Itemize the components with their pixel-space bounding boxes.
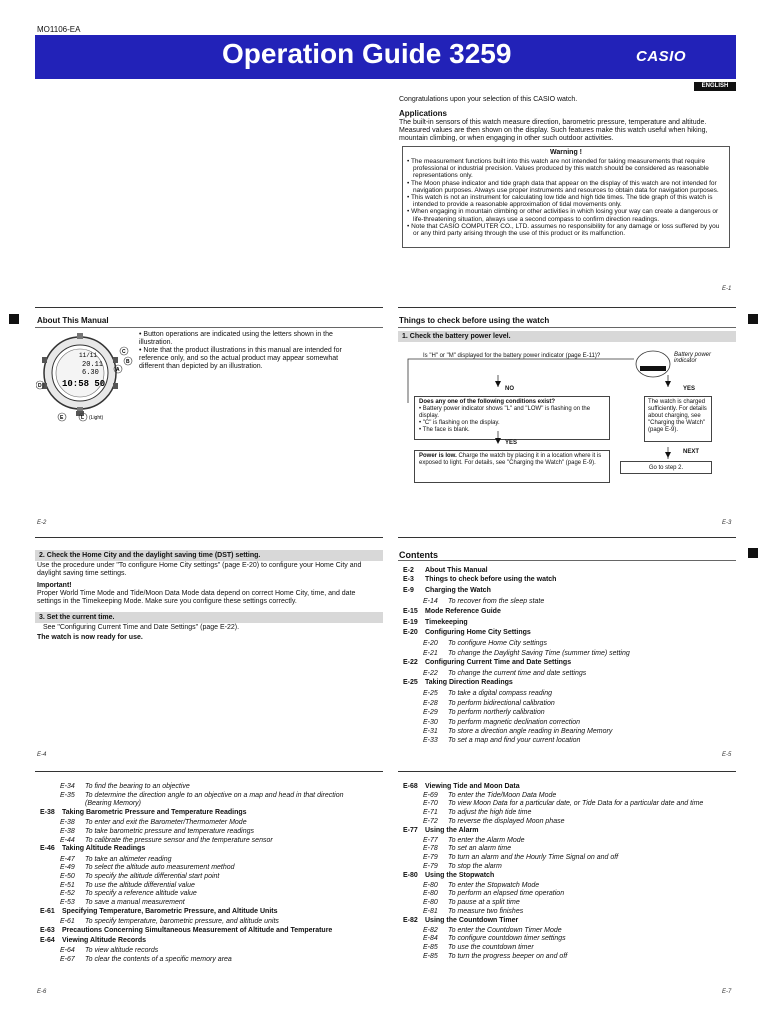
entry-title: To perform northerly calibration — [448, 709, 545, 717]
entry-title: To stop the alarm — [448, 862, 502, 870]
divider — [398, 560, 736, 561]
applications-text: The built-in sensors of this watch measure direction, barometric pressure, temperature and altitude. Measured values are then shown on the display. Such features make this watch useful when hiking, mountain climbing, or when engaging in other such outdoor activities. — [399, 119, 708, 142]
divider — [35, 327, 383, 328]
page-number-e2: E-2 — [37, 520, 47, 526]
step2-text: Use the procedure under "To configure Home City settings" (page E-20) to configure your Home City and daylight saving time settings. — [37, 562, 362, 577]
about-bullet-1: • Button operations are indicated using the letters shown in the illustration. — [139, 331, 333, 346]
entry-page-ref: E-29 — [423, 709, 438, 717]
entry-page-ref: E-3 — [403, 576, 414, 584]
contents-subentry — [423, 598, 544, 606]
contents-entry — [40, 927, 332, 935]
entry-title: Using the Alarm — [425, 826, 479, 834]
entry-page-ref: E-21 — [423, 649, 438, 657]
contents-subentry — [60, 783, 190, 791]
arrow-down-icon — [665, 452, 671, 458]
no-label: NO — [505, 386, 514, 392]
contents-subentry — [60, 873, 219, 881]
entry-title: To view altitude records — [85, 947, 159, 955]
about-manual-heading: About This Manual — [37, 316, 109, 325]
entry-page-ref: E-61 — [60, 918, 75, 925]
contents-entry — [403, 608, 501, 616]
entry-page-ref: E-72 — [423, 817, 438, 825]
ready-text: The watch is now ready for use. — [37, 634, 143, 641]
step3-bar: 3. Set the current time. — [35, 612, 383, 623]
power-low-text: Charge the watch by placing it in a location where it is exposed to light. For details, see "Charging the Watch" (page E-9). — [419, 453, 602, 466]
battery-indicator-icon — [634, 349, 672, 379]
entry-page-ref: E-82 — [423, 926, 438, 934]
step1-bar: 1. Check the battery power level. — [398, 331, 736, 342]
entry-title: Viewing Tide and Moon Data — [425, 783, 520, 790]
entry-page-ref: E-70 — [423, 800, 438, 808]
entry-page-ref: E-68 — [403, 783, 418, 790]
warning-title: Warning ! — [549, 149, 582, 156]
arrow-down-icon — [495, 381, 501, 387]
about-bullet-2: • Note that the product illustrations in this manual are intended for reference only, and so the actual product may appear somewhat different than depicted by an illustration. — [139, 347, 342, 370]
contents-entry — [403, 576, 556, 584]
entry-page-ref: E-80 — [423, 881, 438, 889]
entry-title: To enter the Stopwatch Mode — [448, 881, 540, 889]
warning-item: • When engaging in mountain climbing or other activities in which losing your way can create a dangerous or life-threatening situation, always use a second compass to confirm direction readings. — [407, 208, 719, 223]
contents-entry — [40, 809, 247, 817]
entry-page-ref: E-79 — [423, 862, 438, 870]
entry-title: To specify the altitude differential start point — [85, 873, 220, 880]
entry-page-ref: E-9 — [403, 587, 414, 595]
important-text: Proper World Time Mode and Tide/Moon Data Mode data depend on correct Home City, time, and date settings in the Timekeeping Mode. Make sure you configure these settings correctly. — [37, 590, 356, 605]
entry-title: To adjust the high tide time — [448, 809, 532, 817]
entry-title: To clear the contents of a specific memory area — [85, 955, 232, 963]
entry-title: To set an alarm time — [448, 845, 512, 853]
entry-title: To perform bidirectional calibration — [448, 699, 555, 707]
entry-title: To change the Daylight Saving Time (summer time) setting — [448, 649, 630, 657]
warning-item: • The Moon phase indicator and tide graph data that appear on the display of this watch are not intended for navigation purposes. Always use proper instruments and resources to obtain data for navigation purposes. — [407, 179, 719, 194]
contents-subentry — [423, 927, 562, 935]
contents-subentry — [423, 908, 523, 916]
watch-illustration — [36, 331, 134, 423]
entry-title: Taking Barometric Pressure and Temperature Readings — [62, 809, 247, 817]
contents-entry — [403, 619, 468, 627]
yes-label: YES — [683, 386, 696, 392]
watch-display-time: 10:58 50 — [62, 379, 106, 389]
entry-page-ref: E-51 — [60, 881, 75, 889]
divider — [398, 537, 736, 538]
contents-entry — [40, 937, 146, 945]
button-label-a: A — [116, 367, 120, 373]
entry-title: To measure two finishes — [448, 907, 524, 915]
entry-title: Using the Countdown Timer — [425, 916, 519, 924]
entry-page-ref: E-25 — [423, 690, 438, 698]
entry-page-ref: E-19 — [403, 618, 418, 626]
entry-page-ref: E-46 — [40, 845, 55, 853]
entry-page-ref: E-22 — [403, 659, 418, 667]
power-low-box — [414, 450, 610, 483]
contents-subentry — [60, 828, 254, 836]
section-marker — [9, 314, 19, 324]
arrow-down-icon — [495, 438, 501, 444]
entry-page-ref: E-25 — [403, 679, 418, 687]
entry-page-ref: E-81 — [423, 907, 438, 915]
entry-page-ref: E-84 — [423, 935, 438, 943]
contents-subentry — [60, 882, 195, 890]
entry-page-ref: E-2 — [403, 567, 414, 574]
entry-page-ref: E-20 — [403, 629, 418, 637]
button-label-b: B — [126, 359, 130, 365]
entry-page-ref: E-63 — [40, 926, 55, 934]
entry-title: To specify temperature, barometric pressure, and altitude units — [85, 918, 279, 925]
entry-page-ref: E-77 — [423, 836, 438, 844]
contents-subentry — [423, 837, 525, 845]
contents-subentry — [60, 890, 197, 898]
entry-page-ref: E-35 — [60, 791, 75, 799]
entry-title: To save a manual measurement — [85, 899, 185, 907]
entry-page-ref: E-47 — [60, 855, 75, 863]
divider — [398, 307, 736, 308]
entry-title: Things to check before using the watch — [425, 576, 557, 584]
contents-entry — [403, 917, 518, 925]
intro-text: Congratulations upon your selection of this CASIO watch. — [399, 96, 578, 103]
page-number-e1: E-1 — [722, 286, 732, 292]
entry-title: Taking Direction Readings — [425, 679, 513, 687]
entry-page-ref: E-85 — [423, 952, 438, 960]
applications-heading: Applications — [399, 109, 448, 118]
contents-subentry — [423, 728, 612, 736]
page-number-e4: E-4 — [37, 752, 47, 758]
divider — [35, 771, 383, 772]
watch-display-line-3: 6.30 — [82, 369, 99, 377]
contents-list-continued — [40, 783, 380, 983]
entry-page-ref: E-64 — [40, 936, 55, 944]
brand-logo: CASIO — [636, 48, 687, 65]
entry-title: Configuring Current Time and Date Settings — [425, 659, 572, 667]
entry-title: To calibrate the pressure sensor and the temperature sensor — [85, 836, 273, 844]
conditions-box — [414, 396, 610, 440]
yes-label-2: YES — [505, 440, 518, 446]
contents-subentry — [60, 819, 247, 827]
entry-title: To use the countdown timer — [448, 944, 534, 952]
contents-subentry — [423, 650, 630, 658]
entry-page-ref: E-14 — [423, 598, 438, 606]
button-label-d: D — [38, 383, 42, 389]
watch-display-line-2: 20.11 — [82, 361, 104, 369]
entry-title: To pause at a split time — [448, 899, 520, 907]
contents-entry — [40, 845, 145, 853]
contents-subentry — [423, 935, 566, 943]
entry-page-ref: E-61 — [40, 907, 55, 915]
entry-title: To perform magnetic declination correction — [448, 718, 581, 726]
entry-page-ref: E-52 — [60, 890, 75, 898]
contents-subentry — [423, 719, 580, 727]
power-low-bold: Power is low. — [419, 453, 457, 459]
page-number-e7: E-7 — [722, 989, 732, 995]
button-label-l: L — [81, 415, 85, 421]
entry-title: Taking Altitude Readings — [62, 845, 146, 853]
entry-title: To set a map and find your current location — [448, 737, 581, 745]
entry-title: Timekeeping — [425, 618, 468, 626]
warning-item: • This watch is not an instrument for calculating low tide and high tide times. The tide graph of this watch is intended to provide a reasonable approximation of tidal movements only. — [407, 194, 713, 209]
document-id: MO1106-EA — [37, 25, 81, 34]
warning-box — [402, 146, 730, 248]
entry-page-ref: E-78 — [423, 845, 438, 853]
entry-title: To take an altimeter reading — [85, 855, 172, 863]
contents-subentry — [60, 837, 273, 845]
entry-page-ref: E-69 — [423, 791, 438, 799]
entry-title: To take a digital compass reading — [448, 690, 553, 698]
light-label: (Light) — [89, 415, 104, 421]
entry-page-ref: E-15 — [403, 607, 418, 615]
divider — [35, 307, 383, 308]
entry-title: To enter the Alarm Mode — [448, 836, 525, 844]
divider — [398, 327, 736, 328]
condition-1: • Battery power indicator shows "L" and "LOW" is flashing on the display. — [419, 406, 591, 419]
contents-subentry — [60, 792, 344, 800]
contents-entry — [403, 872, 494, 880]
entry-page-ref: E-50 — [60, 873, 75, 880]
entry-page-ref: E-28 — [423, 699, 438, 707]
contents-subentry — [60, 947, 158, 955]
entry-page-ref: E-80 — [423, 890, 438, 898]
entry-title: Using the Stopwatch — [425, 871, 495, 879]
entry-page-ref: E-82 — [403, 916, 418, 924]
entry-title: To find the bearing to an objective — [85, 783, 190, 790]
entry-page-ref: E-38 — [60, 828, 75, 835]
entry-page-ref: E-38 — [40, 809, 55, 817]
button-label-c: C — [122, 349, 126, 355]
entry-title: To enter and exit the Barometer/Thermometer Mode — [85, 819, 247, 827]
section-marker — [748, 314, 758, 324]
contents-entry — [403, 659, 571, 667]
entry-page-ref: E-22 — [423, 670, 438, 677]
contents-entry — [403, 679, 513, 687]
contents-list-continued-2 — [403, 783, 733, 983]
contents-subentry — [423, 800, 703, 808]
arrow-down-icon — [665, 381, 671, 387]
entry-page-ref: E-49 — [60, 864, 75, 872]
entry-title: To use the altitude differential value — [85, 881, 195, 889]
section-marker — [748, 548, 758, 558]
entry-page-ref: E-33 — [423, 737, 438, 745]
entry-title: Charging the Watch — [425, 587, 491, 595]
entry-title: To turn the progress beeper on and off — [448, 952, 568, 960]
entry-page-ref: E-30 — [423, 718, 438, 726]
next-label: NEXT — [683, 449, 700, 455]
warning-item: • Note that CASIO COMPUTER CO., LTD. assumes no responsibility for any damage or loss suffered by you or any third party arising through the use of this product or its malfunction. — [407, 222, 720, 238]
contents-subentry — [423, 690, 552, 698]
entry-page-ref: E-67 — [60, 955, 75, 963]
divider — [398, 771, 736, 772]
entry-title: To view Moon Data for a particular date, or Tide Data for a particular date and time — [448, 800, 704, 808]
page-title: Operation Guide 3259 — [222, 38, 512, 69]
entry-title: Configuring Home City Settings — [425, 629, 531, 637]
entry-title: Mode Reference Guide — [425, 607, 501, 615]
contents-entry — [403, 827, 478, 835]
entry-page-ref: E-79 — [423, 854, 438, 862]
goto-step2-box: Go to step 2. — [620, 461, 712, 474]
condition-2: • "C" is flashing on the display. — [419, 420, 500, 426]
entry-page-ref: E-44 — [60, 836, 75, 844]
contents-entry — [403, 629, 531, 637]
entry-page-ref: E-31 — [423, 727, 438, 735]
contents-subentry — [423, 640, 547, 648]
page-number-e3: E-3 — [722, 520, 732, 526]
entry-page-ref: E-80 — [403, 871, 418, 879]
entry-page-ref: E-64 — [60, 947, 75, 955]
entry-title: To take barometric pressure and temperature readings — [85, 828, 254, 835]
entry-title: Viewing Altitude Records — [62, 936, 147, 944]
entry-title: To change the current time and date settings — [448, 670, 587, 677]
contents-list — [403, 567, 733, 747]
contents-subentry — [60, 899, 185, 907]
entry-title: To perform an elapsed time operation — [448, 890, 565, 898]
contents-heading: Contents — [399, 550, 438, 560]
contents-subentry — [423, 792, 556, 800]
condition-3: • The face is blank. — [419, 427, 470, 433]
entry-page-ref: E-80 — [423, 899, 438, 907]
contents-entry — [40, 908, 278, 916]
warning-item: • The measurement functions built into this watch are not intended for taking measurements that require professional or industrial precision. Values produced by this watch should be considered as reasonable representations only. — [407, 158, 709, 180]
entry-title: To specify a reference altitude value — [85, 890, 197, 898]
step3-text: See "Configuring Current Time and Date Settings" (page E-22). — [43, 624, 240, 631]
entry-title: To recover from the sleep state — [448, 598, 545, 606]
step2-bar: 2. Check the Home City and the daylight saving time (DST) setting. — [35, 550, 383, 561]
contents-subentry — [60, 800, 141, 808]
entry-title: To reverse the displayed Moon phase — [448, 817, 565, 825]
entry-title: To configure Home City settings — [448, 640, 547, 648]
contents-subentry — [423, 882, 539, 890]
entry-page-ref: E-53 — [60, 899, 75, 907]
contents-subentry — [423, 700, 555, 708]
contents-entry — [403, 783, 520, 791]
charged-box: The watch is charged sufficiently. For details about charging, see "Charging the Watch" (page E-9). — [644, 396, 712, 442]
contents-subentry — [423, 953, 567, 961]
divider — [35, 537, 383, 538]
contents-subentry — [423, 737, 580, 745]
contents-subentry — [60, 864, 235, 872]
important-title: Important! — [37, 582, 72, 589]
entry-page-ref: E-71 — [423, 809, 438, 817]
entry-page-ref: E-77 — [403, 826, 418, 834]
contents-subentry — [423, 709, 545, 717]
entry-title: (Bearing Memory) — [85, 800, 142, 808]
entry-title: To configure countdown timer settings — [448, 935, 566, 943]
entry-title: Specifying Temperature, Barometric Pressure, and Altitude Units — [62, 907, 278, 915]
contents-entry — [403, 587, 491, 595]
entry-title: Precautions Concerning Simultaneous Measurement of Altitude and Temperature — [62, 926, 333, 934]
watch-display-line-1: 11/11 — [79, 352, 98, 359]
language-tab: ENGLISH — [694, 82, 736, 91]
entry-page-ref: E-38 — [60, 819, 75, 827]
contents-subentry — [60, 856, 172, 864]
entry-title: To select the altitude auto measurement method — [85, 864, 235, 872]
contents-subentry — [423, 818, 564, 826]
entry-title: To determine the direction angle to an objective on a map and head in that direction — [85, 791, 344, 799]
entry-page-ref: E-34 — [60, 783, 75, 790]
entry-title: To enter the Tide/Moon Data Mode — [448, 791, 557, 799]
contents-subentry — [423, 890, 564, 898]
contents-subentry — [423, 670, 586, 678]
contents-subentry — [60, 956, 232, 964]
entry-page-ref: E-85 — [423, 944, 438, 952]
contents-subentry — [423, 809, 531, 817]
entry-title: To store a direction angle reading in Bearing Memory — [448, 727, 613, 735]
things-to-check-heading: Things to check before using the watch — [399, 316, 550, 325]
contents-entry — [403, 567, 488, 575]
button-label-e: E — [60, 415, 64, 421]
contents-subentry — [423, 863, 502, 871]
warning-list — [405, 158, 725, 237]
entry-page-ref: E-20 — [423, 640, 438, 648]
conditions-title: Does any one of the following conditions exist? — [419, 399, 556, 405]
battery-indicator-label: Battery power indicator — [674, 352, 712, 364]
contents-subentry — [60, 918, 279, 926]
contents-subentry — [423, 845, 511, 853]
contents-subentry — [423, 899, 520, 907]
entry-title: To enter the Countdown Timer Mode — [448, 926, 562, 934]
battery-question: Is "H" or "M" displayed for the battery power indicator (page E-11)? — [423, 353, 601, 359]
contents-subentry — [423, 854, 618, 862]
contents-subentry — [423, 944, 534, 952]
page-number-e6: E-6 — [37, 989, 47, 995]
entry-title: To turn an alarm and the Hourly Time Signal on and off — [448, 854, 619, 862]
page-number-e5: E-5 — [722, 752, 732, 758]
entry-title: About This Manual — [425, 567, 488, 574]
